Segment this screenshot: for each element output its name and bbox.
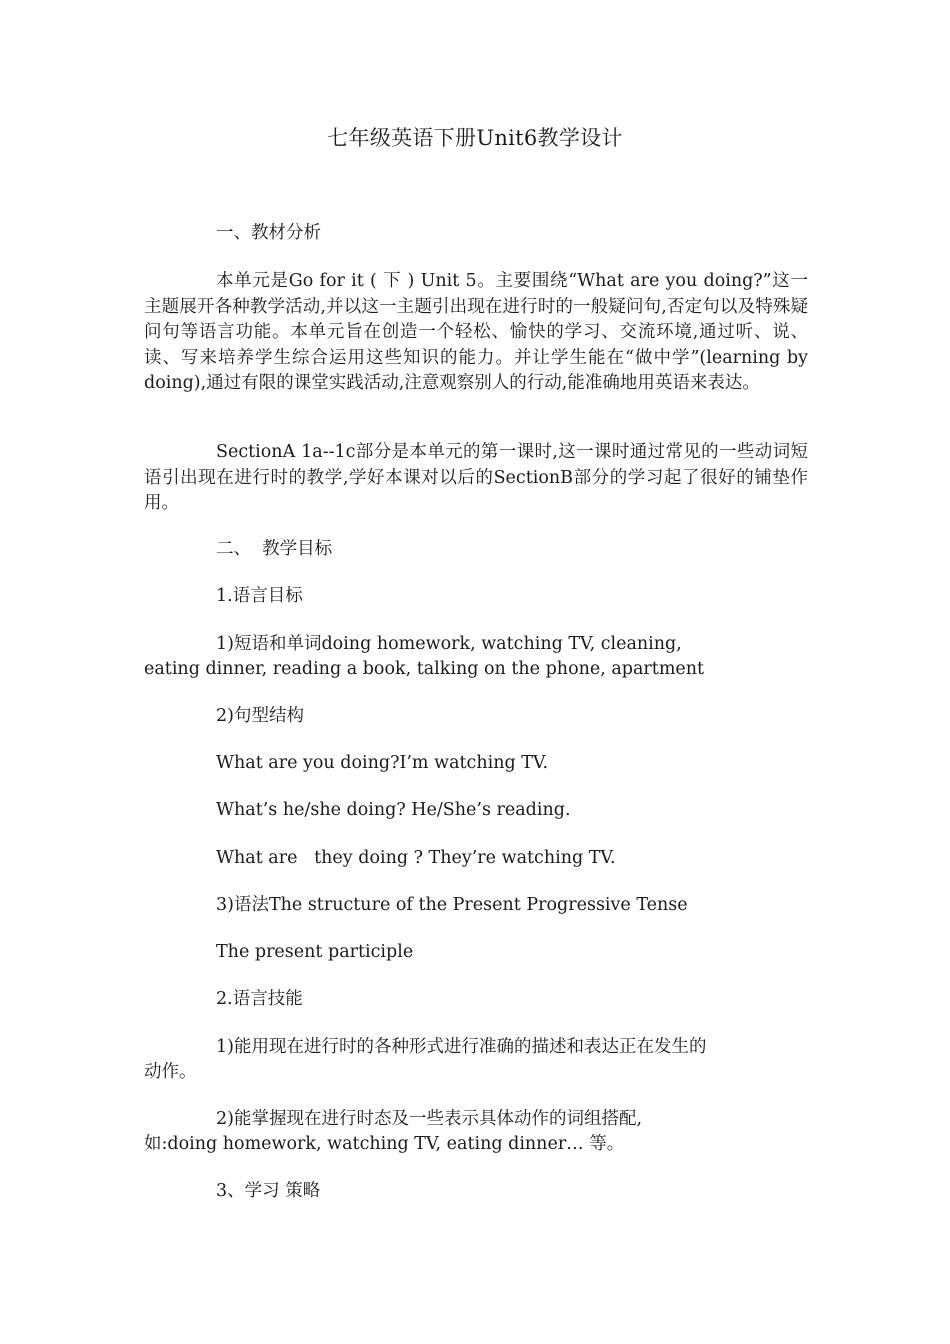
- skill-1-line-2: 动作。: [144, 1062, 197, 1082]
- section-heading-analysis: 一、教材分析: [216, 223, 321, 243]
- subheading-language-skills: 2.语言技能: [216, 989, 303, 1009]
- sentence-example-3: What are they doing ? They’re watching TV.: [216, 848, 616, 868]
- sentence-example-2: What’s he/she doing? He/She’s reading.: [216, 800, 571, 820]
- subheading-learning-strategy: 3、学习 策略: [216, 1181, 321, 1201]
- subheading-sentence-structure: 2)句型结构: [216, 706, 304, 726]
- participle-line: The present participle: [216, 942, 414, 962]
- paragraph-section-a: SectionA 1a--1c部分是本单元的第一课时,这一课时通过常见的一些动词短语引出现在进行时的教学,学好本课对以后的SectionB部分的学习起了很好的铺垫作用。: [144, 442, 808, 513]
- skill-2-line-2: 如:doing homework, watching TV, eating dinner… 等。: [144, 1134, 625, 1154]
- grammar-line: 3)语法The structure of the Present Progressive Tense: [216, 895, 688, 915]
- paragraph-unit-overview: 本单元是Go for it ( 下 ) Unit 5。主要围绕“What are you doing?”这一主题展开各种教学活动,并以这一主题引出现在进行时的一般疑问句,否定句以及特殊疑问句等语言功能。本单元旨在创造一个轻松、愉快的学习、交流环境,通过听、说、读、写来培养学生综合运用这些知识的能力。并让学生能在“做中学”(learning by doing),通过有限的课堂实践活动,注意观察别人的行动,能准确地用英语来表达。: [144, 271, 808, 393]
- phrases-line-2: eating dinner, reading a book, talking on the phone, apartment: [144, 659, 705, 679]
- sentence-example-1: What are you doing?I’m watching TV.: [216, 753, 549, 773]
- document-title: 七年级英语下册Unit6教学设计: [327, 126, 623, 150]
- section-heading-goals: 二、 教学目标: [216, 539, 333, 559]
- skill-1-line-1: 1)能用现在进行时的各种形式进行准确的描述和表达正在发生的: [216, 1037, 707, 1057]
- phrases-line-1: 1)短语和单词doing homework, watching TV, cleaning,: [216, 634, 682, 654]
- subheading-language-goals: 1.语言目标: [216, 586, 303, 606]
- skill-2-line-1: 2)能掌握现在进行时态及一些表示具体动作的词组搭配,: [216, 1109, 643, 1129]
